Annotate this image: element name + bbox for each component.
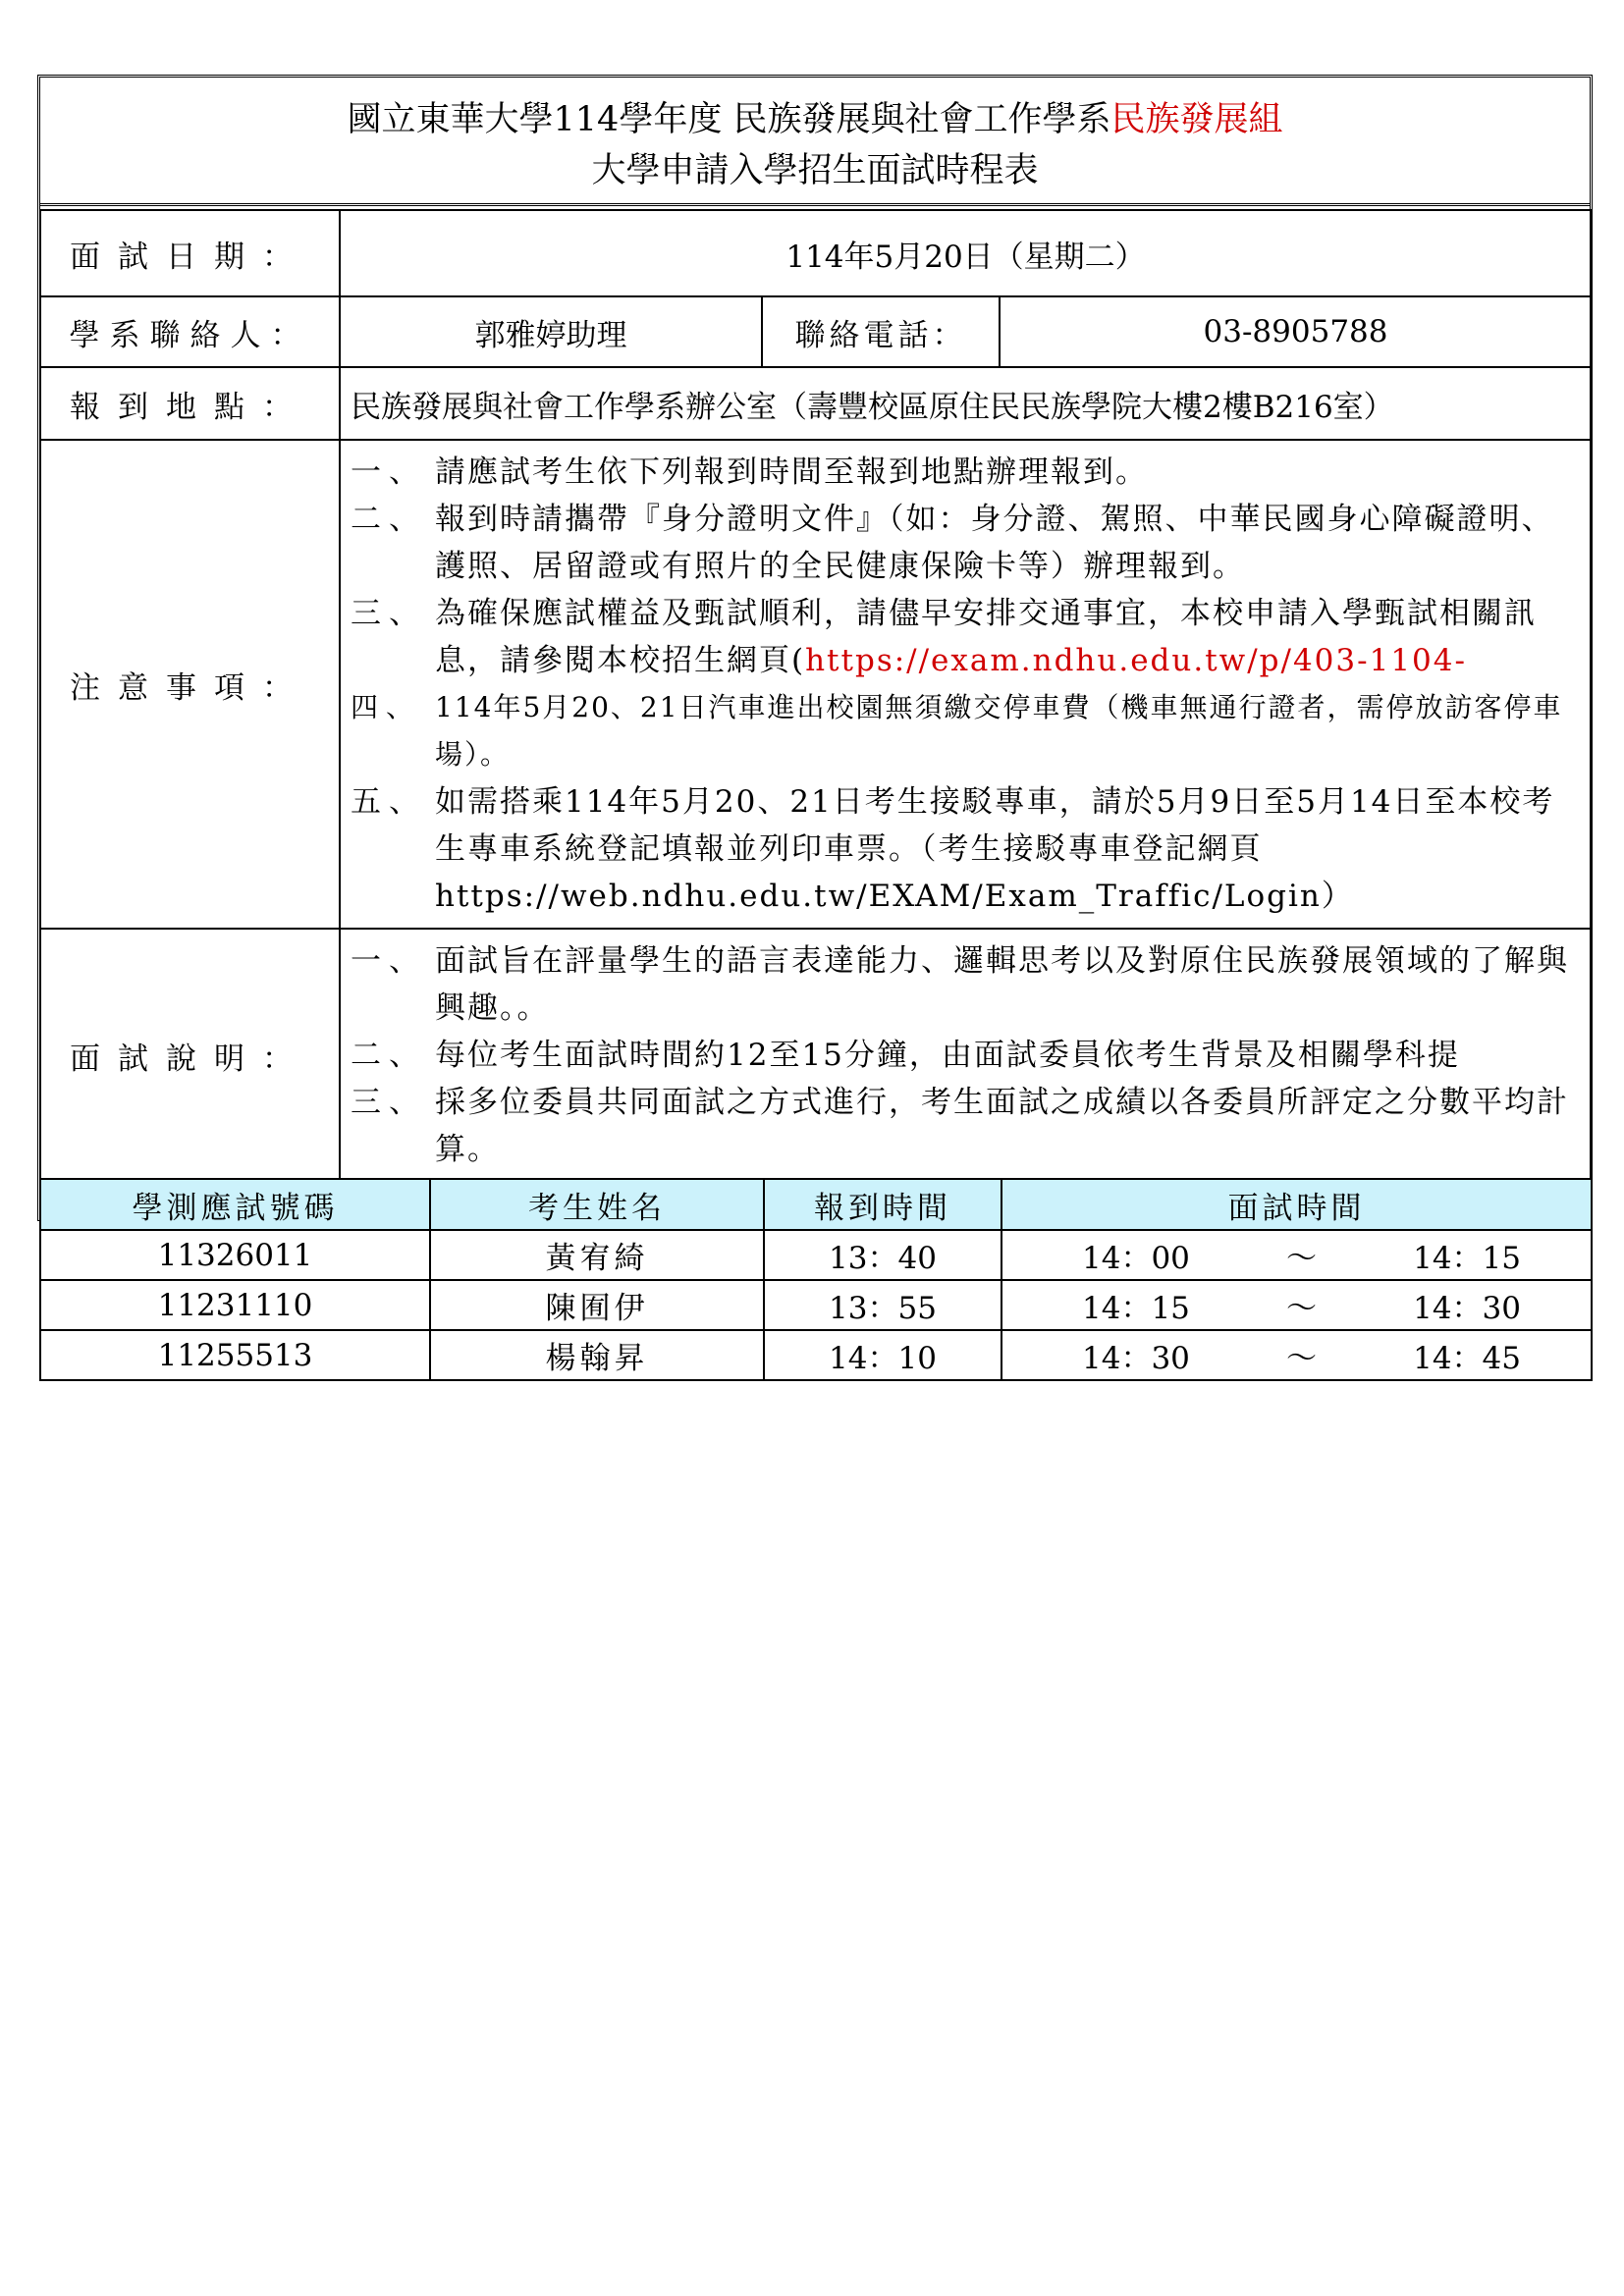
- notes-list: [340, 440, 1592, 929]
- notes-label: 注意事項：: [40, 440, 340, 929]
- note-item: 一、 請應試考生依下列報到時間至報到地點辦理報到。: [351, 454, 1148, 490]
- date-value: 114年5月20日（星期二）: [340, 210, 1592, 296]
- phone-label: 聯絡電話：: [762, 296, 1000, 367]
- exam-number: 11255513: [40, 1330, 430, 1380]
- explain-label: 面試說明：: [40, 929, 340, 1182]
- candidate-name: 陳囿伊: [430, 1280, 764, 1330]
- table-row: [40, 1280, 1592, 1330]
- note-item: 四、 114年5月20、21日汽車進出校園無須繳交停車費（機車無通行證者，需停放訪客停車場）。: [351, 691, 1563, 771]
- exam-number: 11326011: [40, 1230, 430, 1280]
- note-item: 五、 如需搭乘114年5月20、21日考生接駁專車，請於5月9日至5月14日至本校考生專車系統登記填報並列印車票。（考生接駁專車登記網頁 https://web.ndhu.edu.tw/EXAM/Exam_Traffic/Login）: [351, 784, 1555, 914]
- interview-time: 14：15 ～ 14：30: [1001, 1280, 1592, 1330]
- exam-number: 11231110: [40, 1280, 430, 1330]
- schedule-header-row: [40, 1179, 1592, 1230]
- explain-list: [340, 929, 1592, 1182]
- explain-item: 二、 每位考生面試時間約12至15分鐘，由面試委員依考生背景及相關學科提: [351, 1038, 1460, 1073]
- title-line-2: 大學申請入學招生面試時程表: [591, 151, 1039, 190]
- contact-value: 郭雅婷助理: [340, 296, 762, 367]
- date-label: 面試日期：: [40, 210, 340, 296]
- title-highlight: 民族發展組: [1110, 100, 1283, 139]
- contact-label: 學系聯絡人：: [40, 296, 340, 367]
- interview-time: 14：30 ～ 14：45: [1001, 1330, 1592, 1380]
- location-label: 報到地點：: [40, 367, 340, 440]
- candidate-name: 楊翰昇: [430, 1330, 764, 1380]
- location-value: 民族發展與社會工作學系辦公室（壽豐校區原住民民族學院大樓2樓B216室）: [340, 367, 1592, 440]
- explain-item: 一、 面試旨在評量學生的語言表達能力、邏輯思考以及對原住民族發展領域的了解與興趣。。: [351, 943, 1569, 1026]
- candidate-name: 黃宥綺: [430, 1230, 764, 1280]
- explain-item: 三、 採多位委員共同面試之方式進行，考生面試之成績以各委員所評定之分數平均計算。: [351, 1085, 1569, 1167]
- note-item: 三、 為確保應試權益及甄試順利，請儘早安排交通事宜，本校申請入學甄試相關訊息，請參閱本校招生網頁(https://exam.ndhu.edu.tw/p/403-1104-: [351, 596, 1537, 678]
- checkin-time: 13：55: [764, 1280, 1001, 1330]
- exam-website-link[interactable]: https://exam.ndhu.edu.tw/p/403-1104-: [805, 643, 1467, 678]
- header-name: 考生姓名: [430, 1179, 764, 1230]
- table-row: [40, 1330, 1592, 1380]
- schedule-table: [39, 1178, 1593, 1381]
- table-row: [40, 1230, 1592, 1280]
- note-item: 二、 報到時請攜帶『身分證明文件』（如：身分證、駕照、中華民國身心障礙證明、護照、居留證或有照片的全民健康保險卡等）辦理報到。: [351, 502, 1554, 584]
- document-title: [39, 79, 1591, 206]
- header-checkin: 報到時間: [764, 1179, 1001, 1230]
- title-line-1: 國立東華大學114學年度 民族發展與社會工作學系民族發展組: [347, 100, 1283, 139]
- phone-value: 03-8905788: [1000, 296, 1592, 367]
- header-exam-number: 學測應試號碼: [40, 1179, 430, 1230]
- checkin-time: 14：10: [764, 1330, 1001, 1380]
- info-table: [39, 209, 1593, 1183]
- interview-time: 14：00 ～ 14：15: [1001, 1230, 1592, 1280]
- header-interview-time: 面試時間: [1001, 1179, 1592, 1230]
- checkin-time: 13：40: [764, 1230, 1001, 1280]
